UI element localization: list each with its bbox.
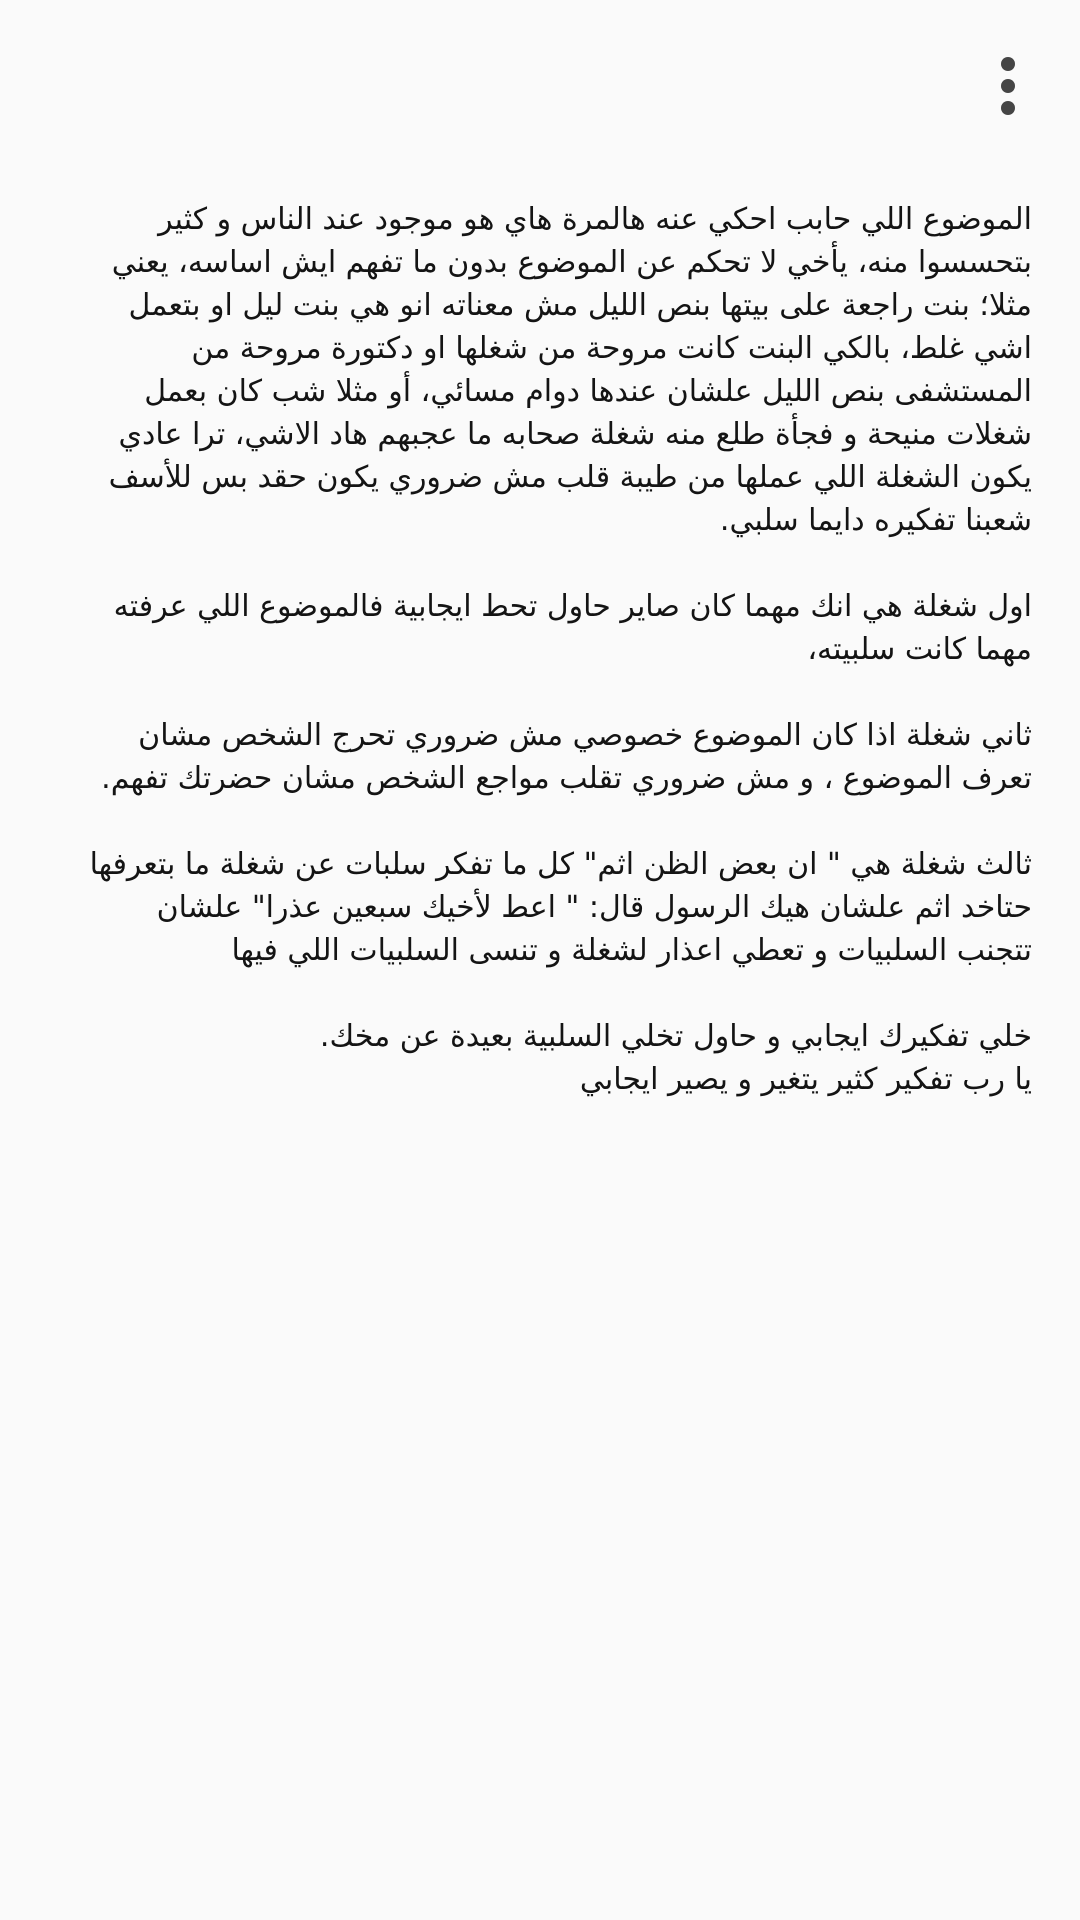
- note-line: مثلا؛ بنت راجعة على بيتها بنص الليل مش معناته انو هي بنت ليل او بتعمل: [128, 288, 1032, 323]
- note-body-text[interactable]: [74, 198, 1032, 1144]
- note-line: المستشفى بنص الليل علشان عندها دوام مسائي، أو مثلا شب كان بعمل: [144, 374, 1032, 409]
- note-line: شعبنا تفكيره دايما سلبي.: [719, 503, 1032, 538]
- note-line: ثالث شغلة هي " ان بعض الظن اثم" كل ما تفكر سلبات عن شغلة ما بتعرفها: [89, 847, 1032, 882]
- note-line: مهما كانت سلبيته،: [807, 632, 1032, 667]
- note-line: يكون الشغلة اللي عملها من طيبة قلب مش ضروري يكون حقد بس للأسف: [108, 460, 1032, 495]
- note-line: بتحسسوا منه، يأخي لا تحكم عن الموضوع بدون ما تفهم ايش اساسه، يعني: [111, 245, 1032, 280]
- note-line: اشي غلط، بالكي البنت كانت مروحة من شغلها او دكتورة مروحة من: [191, 331, 1032, 366]
- note-paragraph-1: [74, 198, 1032, 542]
- note-line: تعرف الموضوع ، و مش ضروري تقلب مواجع الشخص مشان حضرتك تفهم.: [101, 761, 1032, 796]
- more-options-button[interactable]: [972, 50, 1044, 122]
- note-line: ثاني شغلة اذا كان الموضوع خصوصي مش ضروري تحرج الشخص مشان: [138, 718, 1032, 753]
- note-paragraph-4: [74, 843, 1032, 972]
- note-paragraph-5: [74, 1015, 1032, 1101]
- more-vertical-icon: [1001, 57, 1015, 115]
- note-line: تتجنب السلبيات و تعطي اعذار لشغلة و تنسى السلبيات اللي فيها: [231, 933, 1032, 968]
- note-paragraph-2: [74, 585, 1032, 671]
- note-line: يا رب تفكير كثير يتغير و يصير ايجابي: [579, 1062, 1032, 1097]
- note-paragraph-3: [74, 714, 1032, 800]
- note-line: شغلات منيحة و فجأة طلع منه شغلة صحابه ما عجبهم هاد الاشي، ترا عادي: [118, 417, 1032, 452]
- note-line: خلي تفكيرك ايجابي و حاول تخلي السلبية بعيدة عن مخك.: [319, 1019, 1032, 1054]
- note-line: اول شغلة هي انك مهما كان صاير حاول تحط ايجابية فالموضوع اللي عرفته: [113, 589, 1032, 624]
- note-line: الموضوع اللي حابب احكي عنه هالمرة هاي هو موجود عند الناس و كثير: [158, 202, 1032, 237]
- note-line: حتاخد اثم علشان هيك الرسول قال: " اعط لأخيك سبعين عذرا" علشان: [156, 890, 1032, 925]
